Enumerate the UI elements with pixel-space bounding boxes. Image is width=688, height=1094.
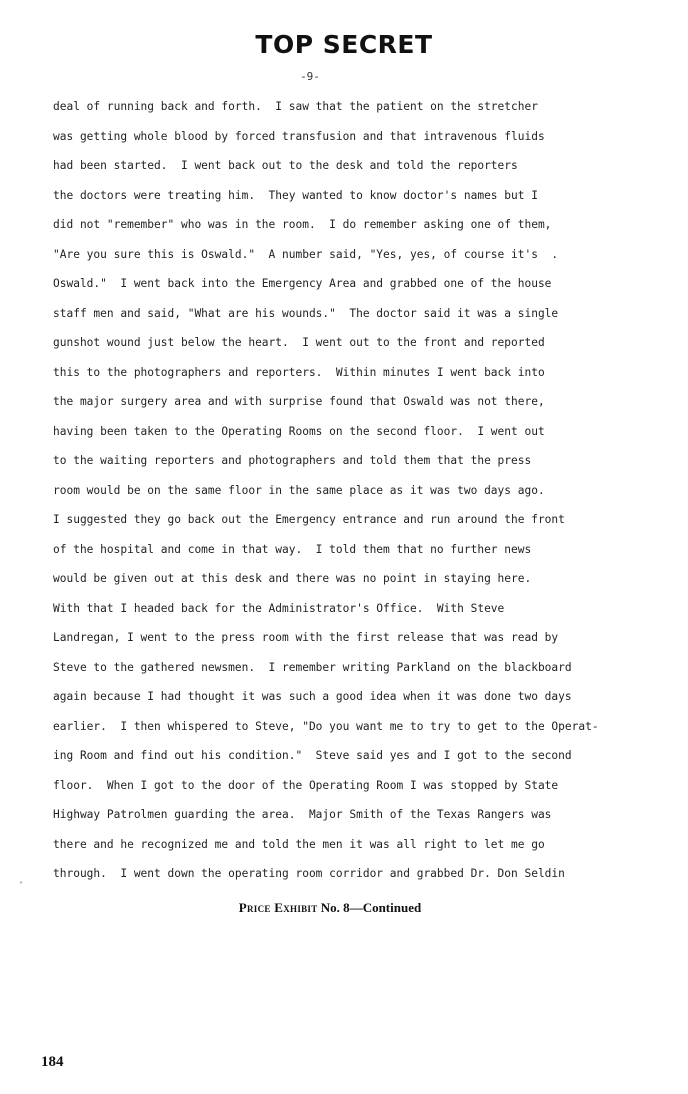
text-line: having been taken to the Operating Rooms on the second floor. I went out <box>53 424 545 438</box>
exhibit-continued: —Continued <box>349 900 422 915</box>
text-line: was getting whole blood by forced transfusion and that intravenous fluids <box>53 129 545 143</box>
text-line: Highway Patrolmen guarding the area. Major Smith of the Texas Rangers was <box>53 808 552 821</box>
page-marker: -9- <box>300 70 320 83</box>
classification-stamp: TOP SECRET <box>255 30 433 59</box>
text-line: room would be on the same floor in the same place as it was two days ago. <box>53 483 545 497</box>
text-line: ing Room and find out his condition." Steve said yes and I got to the second <box>53 749 572 762</box>
text-line: the major surgery area and with surprise found that Oswald was not there, <box>53 395 545 408</box>
text-line: had been started. I went back out to the desk and told the reporters <box>53 159 518 172</box>
exhibit-caption <box>0 900 660 916</box>
text-line: Landregan, I went to the press room with the first release that was read by <box>53 631 559 644</box>
text-line: again because I had thought it was such a good idea when it was done two days <box>53 690 572 703</box>
text-line: of the hospital and come in that way. I told them that no further news <box>53 542 532 556</box>
text-line: Oswald." I went back into the Emergency Area and grabbed one of the house <box>53 277 552 290</box>
exhibit-number: No. 8 <box>320 900 350 915</box>
document-body <box>53 98 658 895</box>
text-line: deal of running back and forth. I saw that the patient on the stretcher <box>53 100 538 113</box>
text-line: I suggested they go back out the Emergency entrance and run around the front <box>53 513 565 526</box>
text-line: this to the photographers and reporters. Within minutes I went back into <box>53 365 545 379</box>
text-line: the doctors were treating him. They wanted to know doctor's names but I <box>53 188 538 202</box>
text-line: did not "remember" who was in the room. I do remember asking one of them, <box>53 218 552 231</box>
text-line: Steve to the gathered newsmen. I remember writing Parkland on the blackboard <box>53 660 572 674</box>
exhibit-label: Price Exhibit <box>238 900 318 915</box>
text-line: staff men and said, "What are his wounds." The doctor said it was a single <box>53 306 559 320</box>
text-line: to the waiting reporters and photographers and told them that the press <box>53 454 532 467</box>
text-line: floor. When I got to the door of the Operating Room I was stopped by State <box>53 778 559 792</box>
text-line: there and he recognized me and told the men it was all right to let me go <box>53 837 545 851</box>
text-line: earlier. I then whispered to Steve, "Do you want me to try to get to the Operat- <box>53 719 599 733</box>
text-line: through. I went down the operating room corridor and grabbed Dr. Don Seldin <box>53 867 565 880</box>
text-line: would be given out at this desk and there was no point in staying here. <box>53 572 532 585</box>
text-line: With that I headed back for the Administrator's Office. With Steve <box>53 601 505 615</box>
margin-mark: ⸴ <box>20 877 23 887</box>
text-line: gunshot wound just below the heart. I went out to the front and reported <box>53 336 545 349</box>
text-line: "Are you sure this is Oswald." A number said, "Yes, yes, of course it's . <box>53 247 559 261</box>
page-number: 184 <box>41 1054 64 1070</box>
